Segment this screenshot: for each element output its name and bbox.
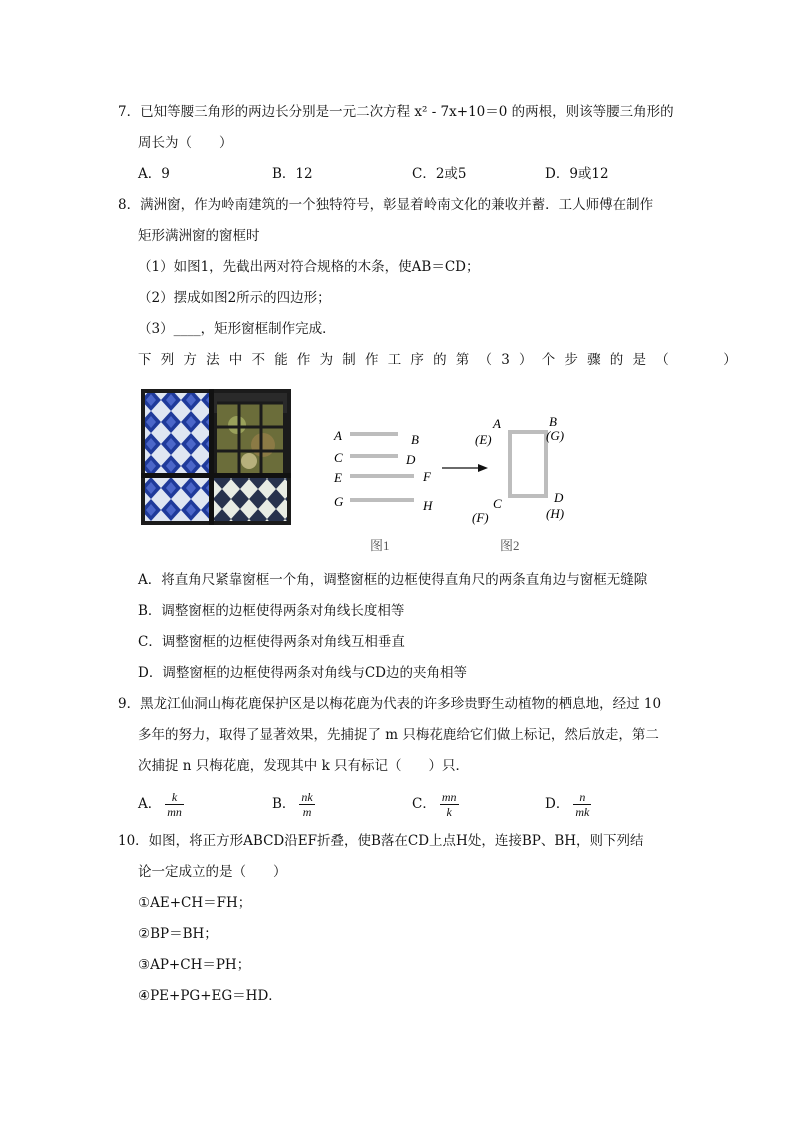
label2-e: (E) xyxy=(475,432,492,447)
q10-item-2: ②BP＝BH； xyxy=(138,926,218,942)
label-h: H xyxy=(423,498,433,513)
q9-stem-line1: 9．黑龙江仙洞山梅花鹿保护区是以梅花鹿为代表的许多珍贵野生动植物的栖息地，经过 10 xyxy=(118,696,662,712)
fig2-caption: 图2 xyxy=(500,538,520,553)
label-b: B xyxy=(411,432,419,447)
q7-option-d: D．9或12 xyxy=(545,166,609,182)
q8-option-c: C．调整窗框的边框使得两条对角线互相垂直 xyxy=(138,634,405,650)
q10-stem-line2: 论一定成立的是（ ） xyxy=(138,864,287,880)
q9-option-c: C． $\frac{mn}{k}$ xyxy=(412,790,457,819)
q9-option-a: A． $\frac{k}{mn}$ xyxy=(138,790,182,819)
q8-stem-line2: 矩形满洲窗的窗框时 xyxy=(138,228,260,244)
q7-option-c: C．2或5 xyxy=(412,166,467,182)
label-c: C xyxy=(334,450,343,465)
q8-step3: （3）____，矩形窗框制作完成． xyxy=(138,321,336,337)
arrow-icon xyxy=(478,464,488,472)
q10-item-1: ①AE+CH＝FH； xyxy=(138,895,252,911)
fig1-caption: 图1 xyxy=(370,538,390,553)
label-d: D xyxy=(406,452,416,467)
q7-option-a: A．9 xyxy=(138,166,170,182)
q9-stem-line2: 多年的努力，取得了显著效果，先捕捉了 m 只梅花鹿给它们做上标记，然后放走，第二 xyxy=(138,727,659,743)
q8-option-d: D．调整窗框的边框使得两条对角线与CD边的夹角相等 xyxy=(138,665,467,681)
window-frame-quadrilateral xyxy=(510,432,546,496)
label2-d: D xyxy=(554,490,564,505)
q9-option-b: B． $\frac{nk}{m}$ xyxy=(272,790,313,819)
q8-stem-line1: 8．满洲窗，作为岭南建筑的一个独特符号，彰显着岭南文化的兼收并蓄．工人师傅在制作 xyxy=(118,197,654,213)
q9-stem-line3: 次捕捉 n 只梅花鹿，发现其中 k 只有标记（ ）只． xyxy=(138,758,470,774)
manchurian-window-photo xyxy=(141,389,291,525)
label2-b: B xyxy=(549,414,557,429)
label-g: G xyxy=(334,494,344,509)
label-e: E xyxy=(334,470,342,485)
label2-g: (G) xyxy=(546,428,565,443)
label-a: A xyxy=(334,428,342,443)
label2-h: (H) xyxy=(546,506,565,521)
label2-a: A xyxy=(493,416,501,431)
q7-stem-line2: 周长为（ ） xyxy=(138,135,233,151)
q10-item-4: ④PE+PG+EG＝HD． xyxy=(138,988,282,1004)
q8-option-a: A．将直角尺紧靠窗框一个角，调整窗框的边框使得直角尺的两条直角边与窗框无缝隙 xyxy=(138,572,648,588)
q10-stem-line1: 10．如图，将正方形ABCD沿EF折叠，使B落在CD上点H处，连接BP、BH，则下列结 xyxy=(118,833,644,849)
label-f: F xyxy=(423,469,431,484)
label2-f: (F) xyxy=(472,510,489,525)
q8-step1: （1）如图1，先截出两对符合规格的木条，使AB＝CD； xyxy=(138,259,480,275)
label2-c: C xyxy=(493,496,502,511)
q9-option-d: D． $\frac{n}{mk}$ xyxy=(545,790,590,819)
q8-option-b: B．调整窗框的边框使得两条对角线长度相等 xyxy=(138,603,405,619)
q7-option-b: B．12 xyxy=(272,166,313,182)
q7-stem-line1: 7．已知等腰三角形的两边长分别是一元二次方程 x² ‑ 7x+10＝0 的两根，则该等腰三角形的 xyxy=(118,104,674,120)
q8-step2: （2）摆成如图2所示的四边形； xyxy=(138,290,331,306)
wood-strips-diagram xyxy=(320,410,590,558)
q10-item-3: ③AP+CH＝PH； xyxy=(138,957,251,973)
q8-prompt: 下列方法中不能作为制作工序的第（3）个步骤的是（ ） xyxy=(138,352,746,368)
